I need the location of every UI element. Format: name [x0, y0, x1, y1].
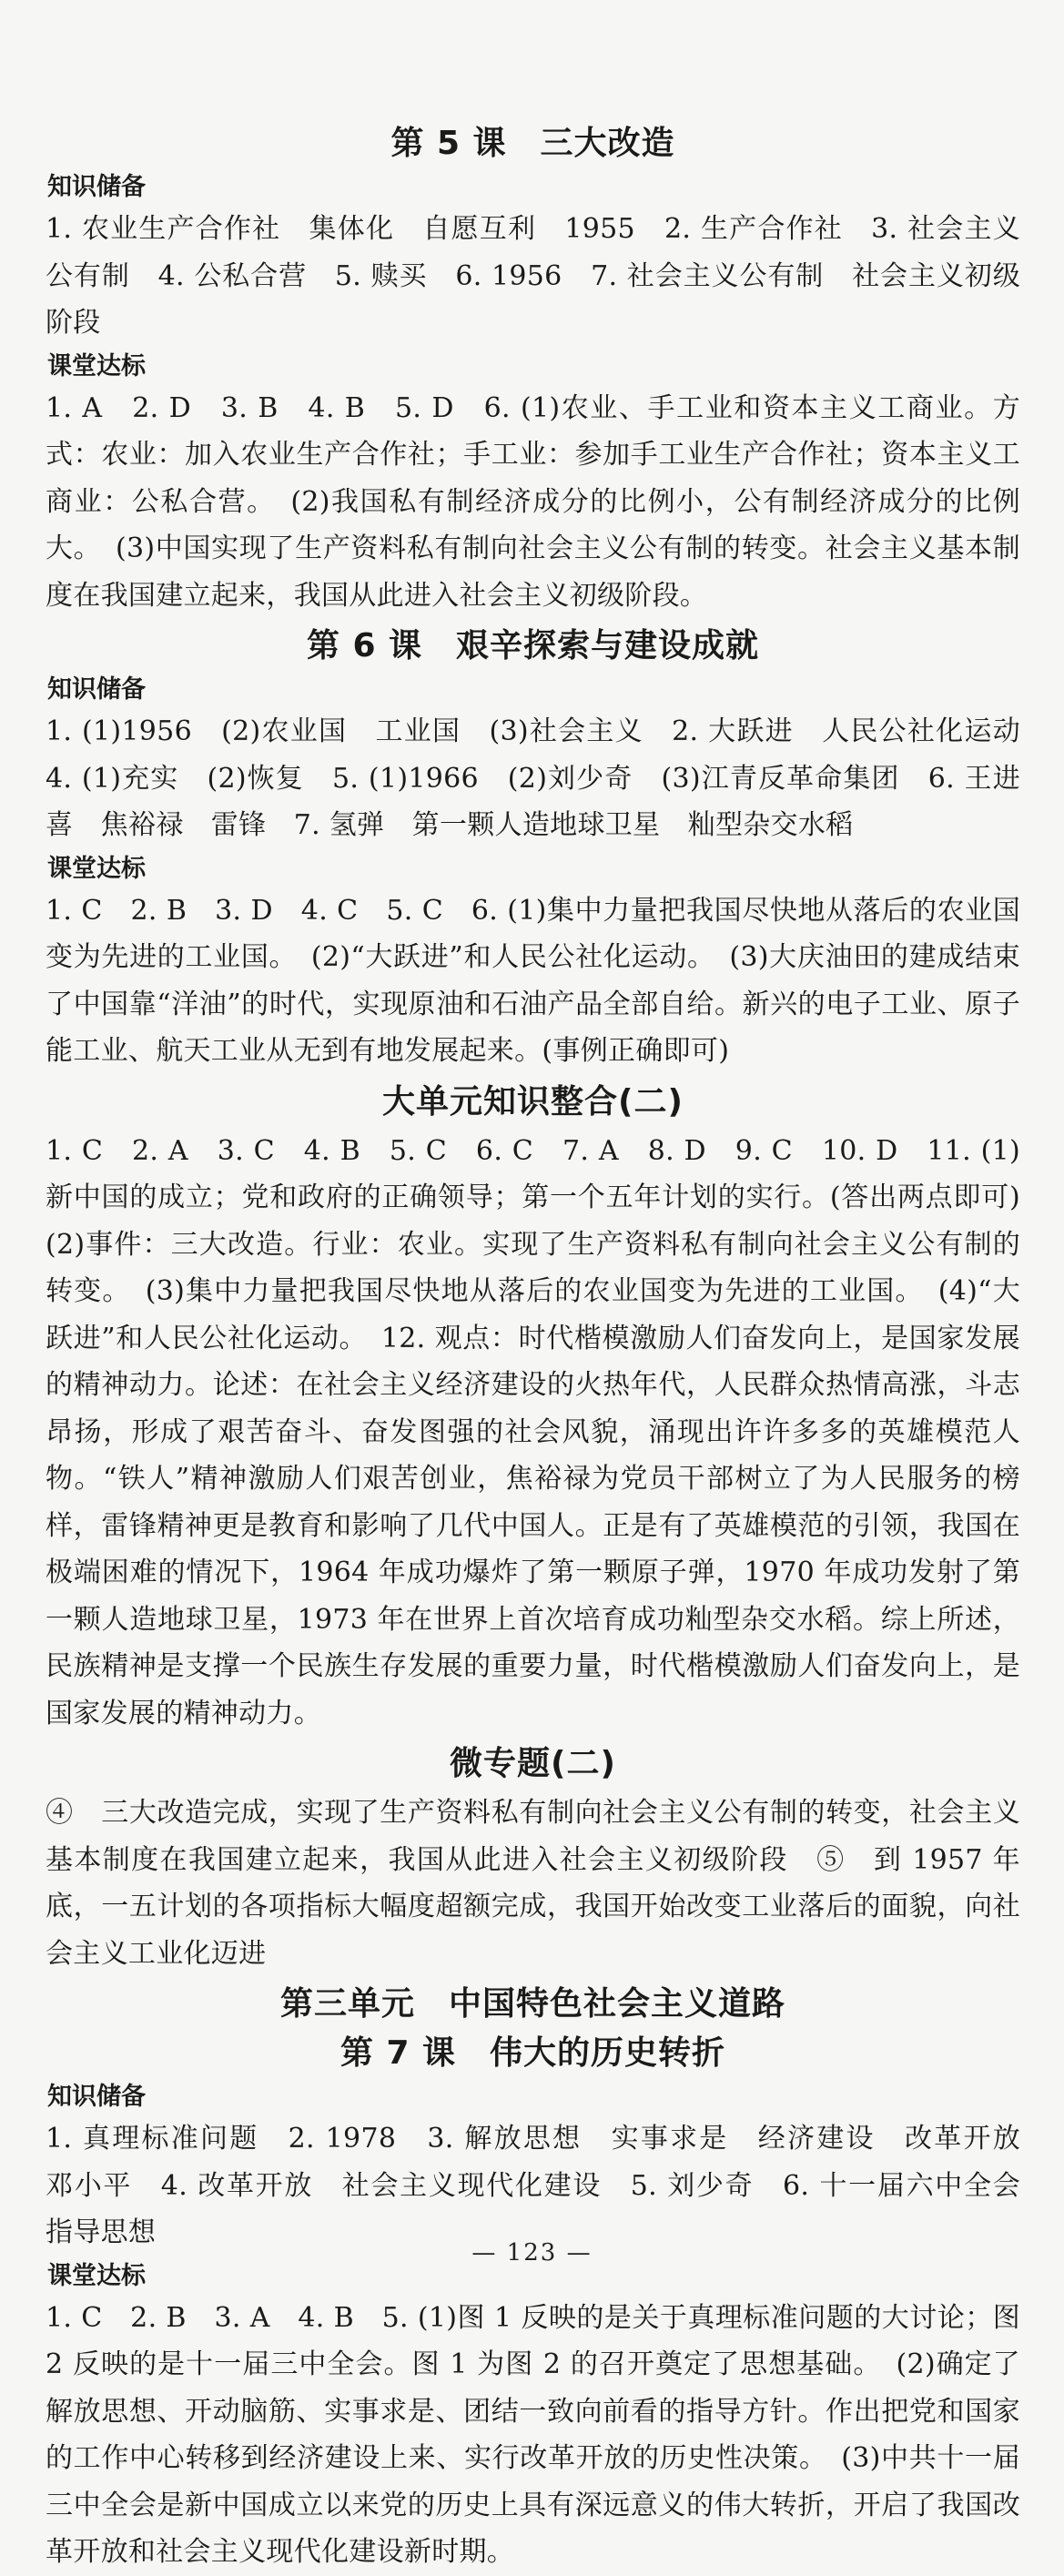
unit3-title: 第三单元 中国特色社会主义道路	[279, 1985, 785, 2023]
lesson6-knowledge-answers: 1. (1)1956 (2)农业国 工业国 (3)社会主义 2. 大跃进 人民公社化运动 4. (1)充实 (2)恢复 5. (1)1966 (2)刘少奇 (3)江青反革命集团 6. 王进喜 焦裕禄 雷锋 7. 氢弹 第一颗人造地球卫星 籼型杂交水稻	[46, 715, 1049, 841]
lesson5-practice-answers: 1. A 2. D 3. B 4. B 5. D 6. (1)农业、手工业和资本主义工商业。方式：农业：加入农业生产合作社；手工业：参加手工业生产合作社；资本主义工商业：公私合营。 (2)我国私有制经济成分的比例小，公有制经济成分的比例大。 (3)中国实现了生产资料私有制向社会主义公有制的转变。社会主义基本制度在我国建立起来，我国从此进入社会主义初级阶段。	[46, 391, 1020, 612]
lesson7-practice-heading: 课堂达标	[47, 2261, 146, 2290]
lesson5-knowledge-answers: 1. 农业生产合作社 集体化 自愿互利 1955 2. 生产合作社 3. 社会主义公有制 4. 公私合营 5. 赎买 6. 1956 7. 社会主义公有制 社会主义初级阶段	[46, 213, 1020, 339]
micro-topic-answers: ④ 三大改造完成，实现了生产资料私有制向社会主义公有制的转变，社会主义基本制度在我国建立起来，我国从此进入社会主义初级阶段 ⑤ 到 1957 年底，一五计划的各项指标大幅度超额完成，我国开始改变工业落后的面貌，向社会主义工业化迈进	[46, 1797, 1020, 1970]
unit-review-answers: 1. C 2. A 3. C 4. B 5. C 6. C 7. A 8. D 9. C 10. D 11. (1)新中国的成立；党和政府的正确领导；第一个五年计划的实行。(答出两点即可) (2)事件：三大改造。行业：农业。实现了生产资料私有制向社会主义公有制的转变。 (3)集中力量把我国尽快地从落后的农业国变为先进的工业国。 (4)“大跃进”和人民公社化运动。 12. 观点：时代楷模激励人们奋发向上，是国家发展的精神动力。论述：在社会主义经济建设的火热年代，人民群众热情高涨，斗志昂扬，形成了艰苦奋斗、奋发图强的社会风貌，涌现出许许多多的英雄模范人物。“铁人”精神激励人们艰苦创业，焦裕禄为党员干部树立了为人民服务的榜样，雷锋精神更是教育和影响了几代中国人。正是有了英雄模范的引领，我国在极端困难的情况下，1964 年成功爆炸了第一颗原子弹，1970 年成功发射了第一颗人造地球卫星，1973 年在世界上首次培育成功籼型杂交水稻。综上所述，民族精神是支撑一个民族生存发展的重要力量，时代楷模激励人们奋发向上，是国家发展的精神动力。	[46, 1134, 1049, 1729]
lesson6-practice-answers: 1. C 2. B 3. D 4. C 5. C 6. (1)集中力量把我国尽快地从落后的农业国变为先进的工业国。 (2)“大跃进”和人民公社化运动。 (3)大庆油田的建成结束了中国靠“洋油”的时代，实现原油和石油产品全部自给。新兴的电子工业、原子能工业、航天工业从无到有地发展起来。(事例正确即可)	[46, 894, 1020, 1067]
lesson5-knowledge-heading: 知识储备	[47, 173, 146, 201]
lesson5-title: 第 5 课 三大改造	[390, 125, 675, 162]
unit-review-title: 大单元知识整合(二)	[382, 1082, 684, 1121]
lesson6-title: 第 6 课 艰辛探索与建设成就	[306, 627, 760, 664]
micro-topic-title: 微专题(二)	[450, 1745, 616, 1782]
lesson6-practice-heading: 课堂达标	[47, 854, 146, 883]
lesson6-knowledge-heading: 知识储备	[47, 675, 146, 704]
lesson7-title: 第 7 课 伟大的历史转折	[339, 2034, 726, 2072]
lesson7-knowledge-heading: 知识储备	[47, 2083, 146, 2111]
lesson7-knowledge-answers: 1. 真理标准问题 2. 1978 3. 解放思想 实事求是 经济建设 改革开放 邓小平 4. 改革开放 社会主义现代化建设 5. 刘少奇 6. 十一届六中全会 指导思想	[46, 2123, 1049, 2248]
page-number: — 123 —	[471, 2239, 593, 2267]
lesson7-practice-answers: 1. C 2. B 3. A 4. B 5. (1)图 1 反映的是关于真理标准问题的大讨论；图 2 反映的是十一届三中全会。图 1 为图 2 的召开奠定了思想基础。 (2)确定了解放思想、开动脑筋、实事求是、团结一致向前看的指导方针。作出把党和国家的工作中心转移到经济建设上来、实行改革开放的历史性决策。 (3)中共十一届三中全会是新中国成立以来党的历史上具有深远意义的伟大转折，开启了我国改革开放和社会主义现代化建设新时期。	[46, 2301, 1020, 2568]
lesson5-practice-heading: 课堂达标	[47, 351, 146, 380]
